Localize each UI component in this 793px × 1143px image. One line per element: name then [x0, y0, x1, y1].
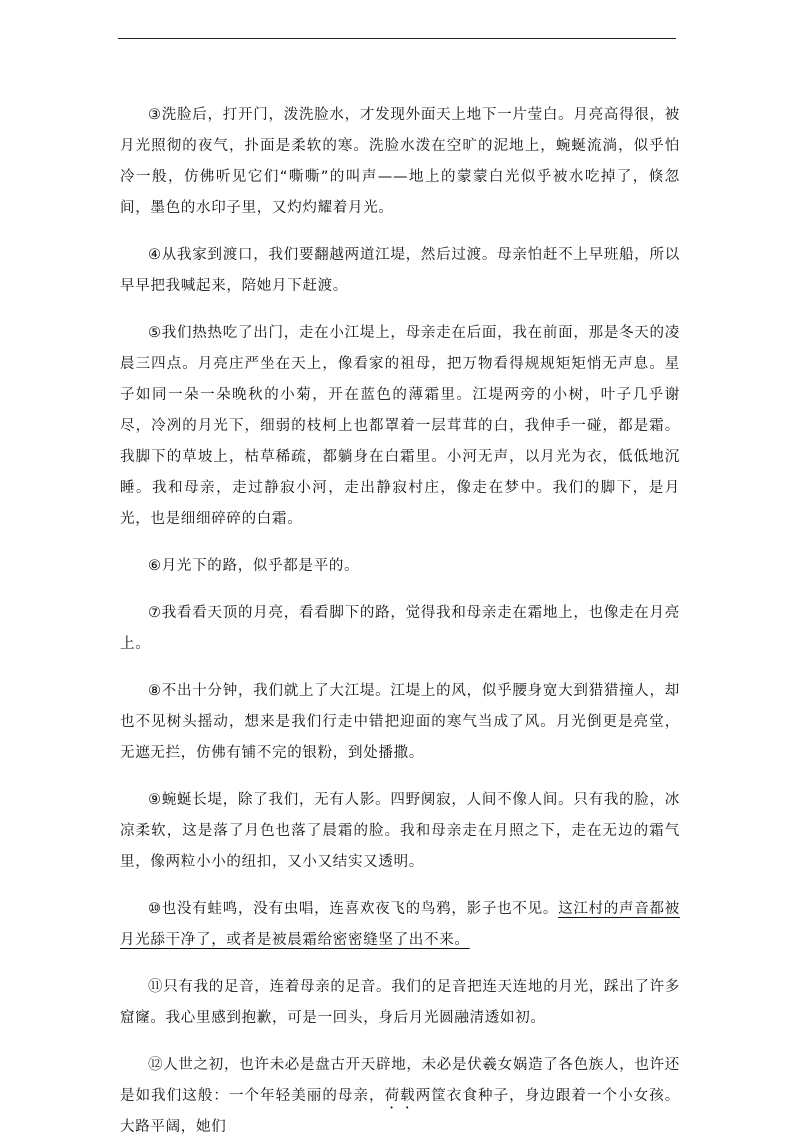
paragraph-4: [120, 240, 680, 302]
paragraph-9-text: ⑨蜿蜒长堤，除了我们，无有人影。四野阒寂，人间不像人间。只有我的脸，冰凉柔软，这是落了月色也落了晨霜的脸。我和母亲走在月照之下，走在无边的霜气里，像两粒小小的纽扣，又小又结实又透明。: [120, 792, 680, 870]
header-rule: [118, 38, 676, 39]
paragraph-5: [120, 318, 680, 535]
paragraph-11: [120, 972, 680, 1034]
paragraph-6: [120, 551, 680, 582]
paragraph-7: [120, 598, 680, 660]
paragraph-6-text: ⑥月光下的路，似乎都是平的。: [148, 558, 360, 574]
underlined-sentence: 这江村的声音都被月光舔干净了，或者是被晨霜给密密缝坚了出不来。: [120, 901, 680, 948]
document-body: [120, 100, 680, 1143]
emphasized-word: 荷载: [384, 1088, 416, 1104]
paragraph-9: [120, 785, 680, 878]
paragraph-5-text: ⑤我们热热吃了出门，走在小江堤上，母亲走在后面，我在前面，那是冬天的凌晨三四点。月亮庄严坐在天上，像看家的祖母，把万物看得规规矩矩悄无声息。星子如同一朵一朵晚秋的小菊，开在蓝色的薄霜里。江堤两旁的小树，叶子几乎谢尽，冷冽的月光下，细弱的枝柯上也都罩着一层茸茸的白，我伸手一碰，都是霜。我脚下的草坡上，枯草稀疏，都躺身在白霜里。小河无声，以月光为衣，低低地沉睡。我和母亲，走过静寂小河，走出静寂村庄，像走在梦中。我们的脚下，是月光，也是细细碎碎的白霜。: [120, 325, 680, 527]
paragraph-4-text: ④从我家到渡口，我们要翻越两道江堤，然后过渡。母亲怕赶不上早班船，所以早早把我喊起来，陪她月下赶渡。: [120, 247, 680, 294]
paragraph-10-text: ⑩也没有蛙鸣，没有虫唱，连喜欢夜飞的鸟鸦，影子也不见。: [148, 901, 559, 917]
paragraph-10: [120, 894, 680, 956]
paragraph-7-text: ⑦我看看天顶的月亮，看看脚下的路，觉得我和母亲走在霜地上，也像走在月亮上。: [120, 605, 680, 652]
paragraph-12-text: ⑫人世之初，也许未必是盘古开天辟地，未必是伏羲女娲造了各色族人，也许还是如我们这般：一个年轻美丽的母亲，: [120, 1057, 680, 1104]
paragraph-3-text: ③洗脸后，打开门，泼洗脸水，才发现外面天上地下一片莹白。月亮高得很，被月光照彻的夜气，扑面是柔软的寒。洗脸水泼在空旷的泥地上，蜿蜒流淌，似乎怕冷一般，仿佛听见它们“嘶嘶”的叫声——地上的蒙蒙白光似乎被水吃掉了，倏忽间，墨色的水印子里，又灼灼耀着月光。: [120, 107, 680, 216]
paragraph-8: [120, 676, 680, 769]
paragraph-11-text: ⑪只有我的足音，连着母亲的足音。我们的足音把连天连地的月光，踩出了许多窟窿。我心里感到抱歉，可是一回头，身后月光圆融清透如初。: [120, 979, 680, 1026]
paragraph-3: [120, 100, 680, 224]
paragraph-12-text-end: 两筐衣食种子，身边跟着一个小女孩。大路平阔，她们: [120, 1088, 680, 1135]
paragraph-12: [120, 1050, 680, 1143]
paragraph-8-text: ⑧不出十分钟，我们就上了大江堤。江堤上的风，似乎腰身宽大到猎猎撞人，却也不见树头摇动，想来是我们行走中错把迎面的寒气当成了风。月光倒更是亮堂，无遮无拦，仿佛有铺不完的银粉，到处播撒。: [120, 683, 680, 761]
